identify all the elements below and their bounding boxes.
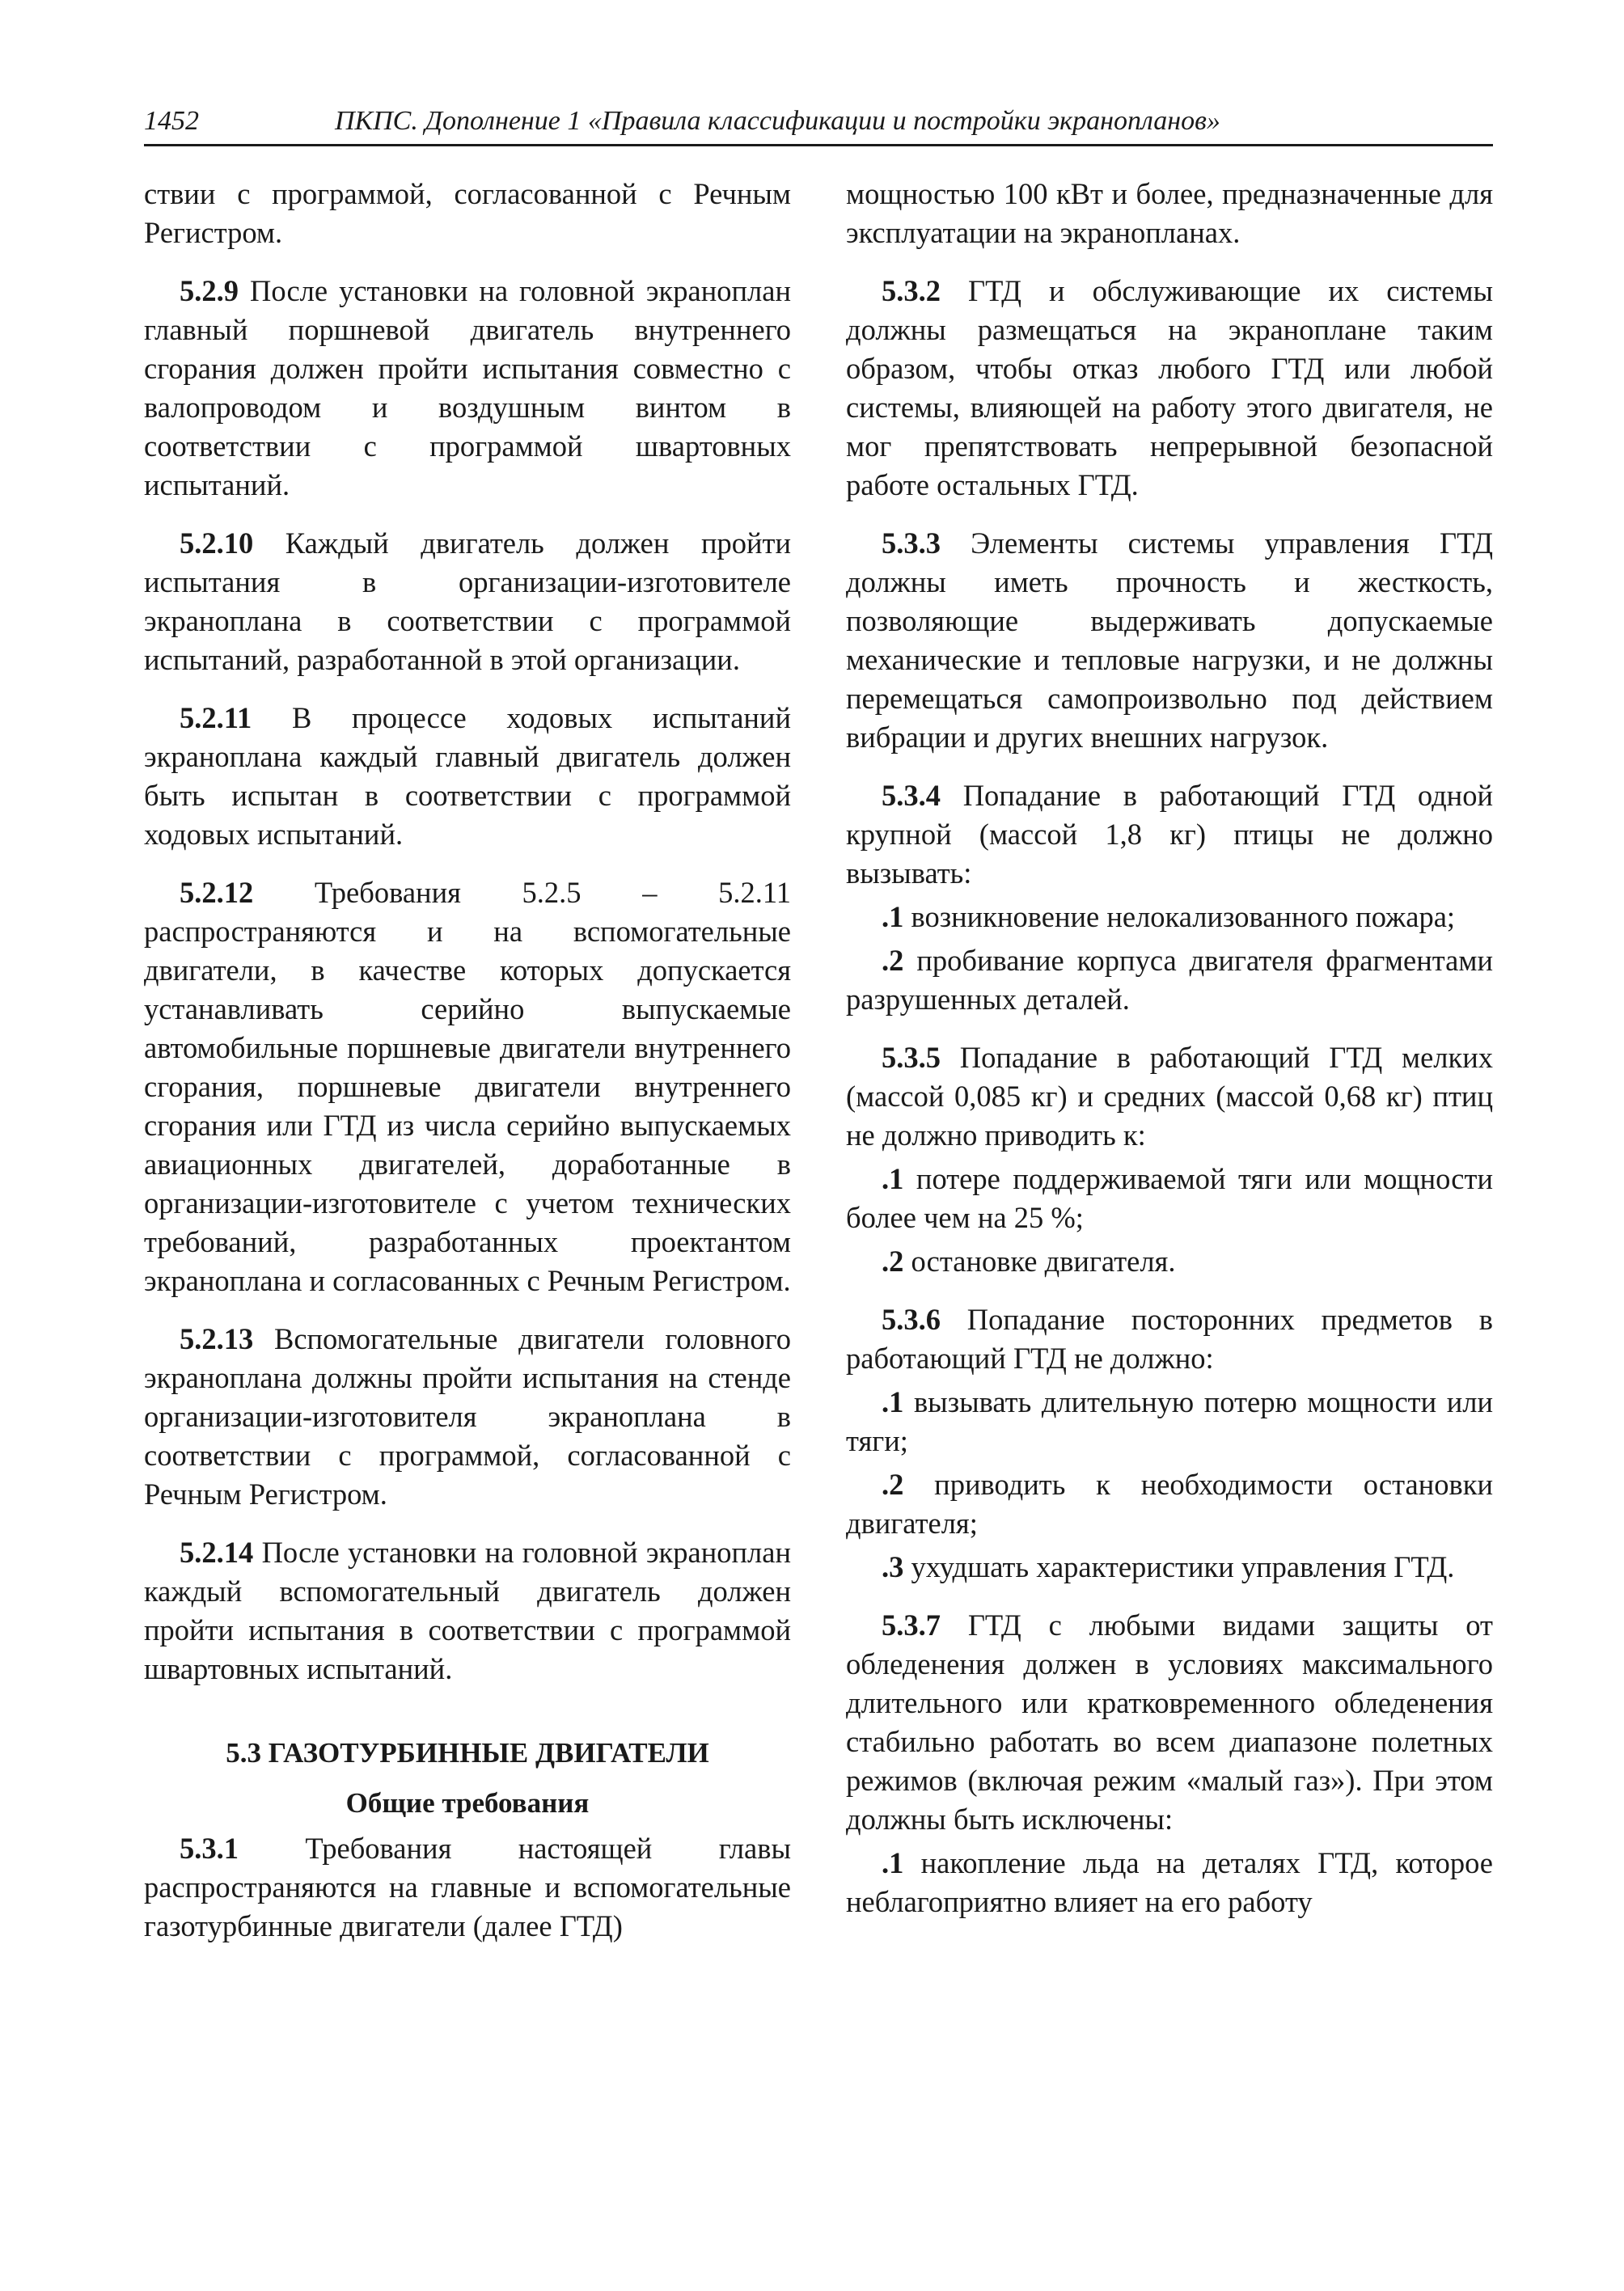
list-item: .1 вызывать длительную потерю мощности или тяги;	[846, 1385, 1493, 1457]
paragraph-continuation: ствии с программой, согласованной с Речным Регистром.	[144, 177, 791, 249]
clause-number: 5.2.12	[180, 876, 254, 909]
paragraph-5-2-10: 5.2.10 Каждый двигатель должен пройти испытания в организации-изготовителе экраноплана в соответствии с программой испытаний, разработанной в этой организации.	[144, 526, 791, 676]
section-title: 5.3 ГАЗОТУРБИННЫЕ ДВИГАТЕЛИ	[226, 1737, 709, 1769]
clause-number: 5.2.10	[180, 526, 254, 560]
clause-number: 5.3.2	[882, 274, 941, 307]
paragraph-5-3-4: 5.3.4 Попадание в работающий ГТД одной крупной (массой 1,8 кг) птицы не должно вызывать:	[846, 779, 1493, 890]
clause-number: 5.3.5	[882, 1041, 941, 1074]
clause-number: 5.2.14	[180, 1536, 254, 1569]
item-number: .2	[882, 1245, 904, 1278]
paragraph-5-3-7: 5.3.7 ГТД с любыми видами защиты от обледенения должен в условиях максимального длительного или кратковременного обледенения стабильно работать во всем диапазоне полетных режимов (включая режим «малый газ»). При этом должны быть исключены:	[846, 1608, 1493, 1836]
paragraph-5-3-2: 5.3.2 ГТД и обслуживающие их системы должны размещаться на экраноплане таким образом, чтобы отказ любого ГТД или любой системы, влияющей на работу этого двигателя, не мог препятствовать непрерывной безопасной работе остальных ГТД.	[846, 274, 1493, 501]
item-number: .2	[882, 1468, 904, 1501]
paragraph-5-2-12: 5.2.12 Требования 5.2.5 – 5.2.11 распространяются и на вспомогательные двигатели, в качестве которых допускается устанавливать серийно выпускаемые автомобильные поршневые двигатели внутреннего сгорания, поршневые двигатели внутреннего сгорания или ГТД из числа серийно выпускаемых авиационных двигателей, доработанные в организации-изготовителе с учетом технических требований, разработанных проектантом экраноплана и согласованных с Речным Регистром.	[144, 876, 791, 1297]
right-column	[846, 175, 1493, 1921]
clause-number: 5.3.3	[882, 526, 941, 560]
running-header	[144, 99, 1493, 146]
list-item: .1 накопление льда на деталях ГТД, которое неблагоприятно влияет на его работу	[846, 1846, 1493, 1918]
item-number: .3	[882, 1550, 904, 1583]
clause-number: 5.3.4	[882, 779, 941, 812]
paragraph-5-2-9: 5.2.9 После установки на головной экраноплан главный поршневой двигатель внутреннего сгорания должен пройти испытания совместно с валопроводом и воздушным винтом в соответствии с программой швартовных испытаний.	[144, 274, 791, 501]
paragraph-5-2-13: 5.2.13 Вспомогательные двигатели головного экраноплана должны пройти испытания на стенде организации-изготовителя экраноплана в соответствии с программой, согласованной с Речным Регистром.	[144, 1322, 791, 1511]
paragraph-5-3-5: 5.3.5 Попадание в работающий ГТД мелких (массой 0,085 кг) и средних (массой 0,68 кг) птиц не должно приводить к:	[846, 1041, 1493, 1152]
item-number: .2	[882, 944, 904, 977]
item-number: .1	[882, 1846, 904, 1879]
running-title: ПКПС. Дополнение 1 «Правила классификации и постройки экранопланов»	[335, 106, 1220, 136]
list-item: .1 потере поддерживаемой тяги или мощности более чем на 25 %;	[846, 1162, 1493, 1234]
clause-number: 5.2.13	[180, 1322, 254, 1355]
clause-number: 5.2.11	[180, 701, 252, 734]
list-item: .3 ухудшать характеристики управления ГТД.	[882, 1550, 1455, 1583]
item-number: .1	[882, 1385, 904, 1418]
list-item: .1 возникновение нелокализованного пожара;	[882, 900, 1456, 933]
list-item: .2 пробивание корпуса двигателя фрагментами разрушенных деталей.	[846, 944, 1493, 1016]
paragraph-5-2-14: 5.2.14 После установки на головной экраноплан каждый вспомогательный двигатель должен пройти испытания в соответствии с программой швартовных испытаний.	[144, 1536, 791, 1685]
item-number: .1	[882, 900, 904, 933]
paragraph-5-2-11: 5.2.11 В процессе ходовых испытаний экраноплана каждый главный двигатель должен быть испытан в соответствии с программой ходовых испытаний.	[144, 701, 791, 851]
paragraph-continuation: мощностью 100 кВт и более, предназначенные для эксплуатации на экранопланах.	[846, 177, 1493, 249]
paragraph-5-3-6: 5.3.6 Попадание посторонних предметов в работающий ГТД не должно:	[846, 1303, 1493, 1375]
paragraph-5-3-1: 5.3.1 Требования настоящей главы распространяются на главные и вспомогательные газотурбинные двигатели (далее ГТД)	[144, 1832, 791, 1942]
clause-number: 5.3.6	[882, 1303, 941, 1336]
paragraph-5-3-3: 5.3.3 Элементы системы управления ГТД должны иметь прочность и жесткость, позволяющие выдерживать допускаемые механические и тепловые нагрузки, и не должны перемещаться самопроизвольно под действием вибрации и других внешних нагрузок.	[846, 526, 1493, 754]
list-item: .2 остановке двигателя.	[882, 1245, 1176, 1278]
clause-number: 5.3.7	[882, 1608, 941, 1642]
clause-number: 5.3.1	[180, 1832, 239, 1865]
page-number: 1452	[144, 106, 199, 136]
clause-number: 5.2.9	[180, 274, 239, 307]
item-number: .1	[882, 1162, 904, 1195]
list-item: .2 приводить к необходимости остановки двигателя;	[846, 1468, 1493, 1540]
subsection-title: Общие требования	[345, 1787, 590, 1819]
left-column	[144, 175, 791, 1946]
